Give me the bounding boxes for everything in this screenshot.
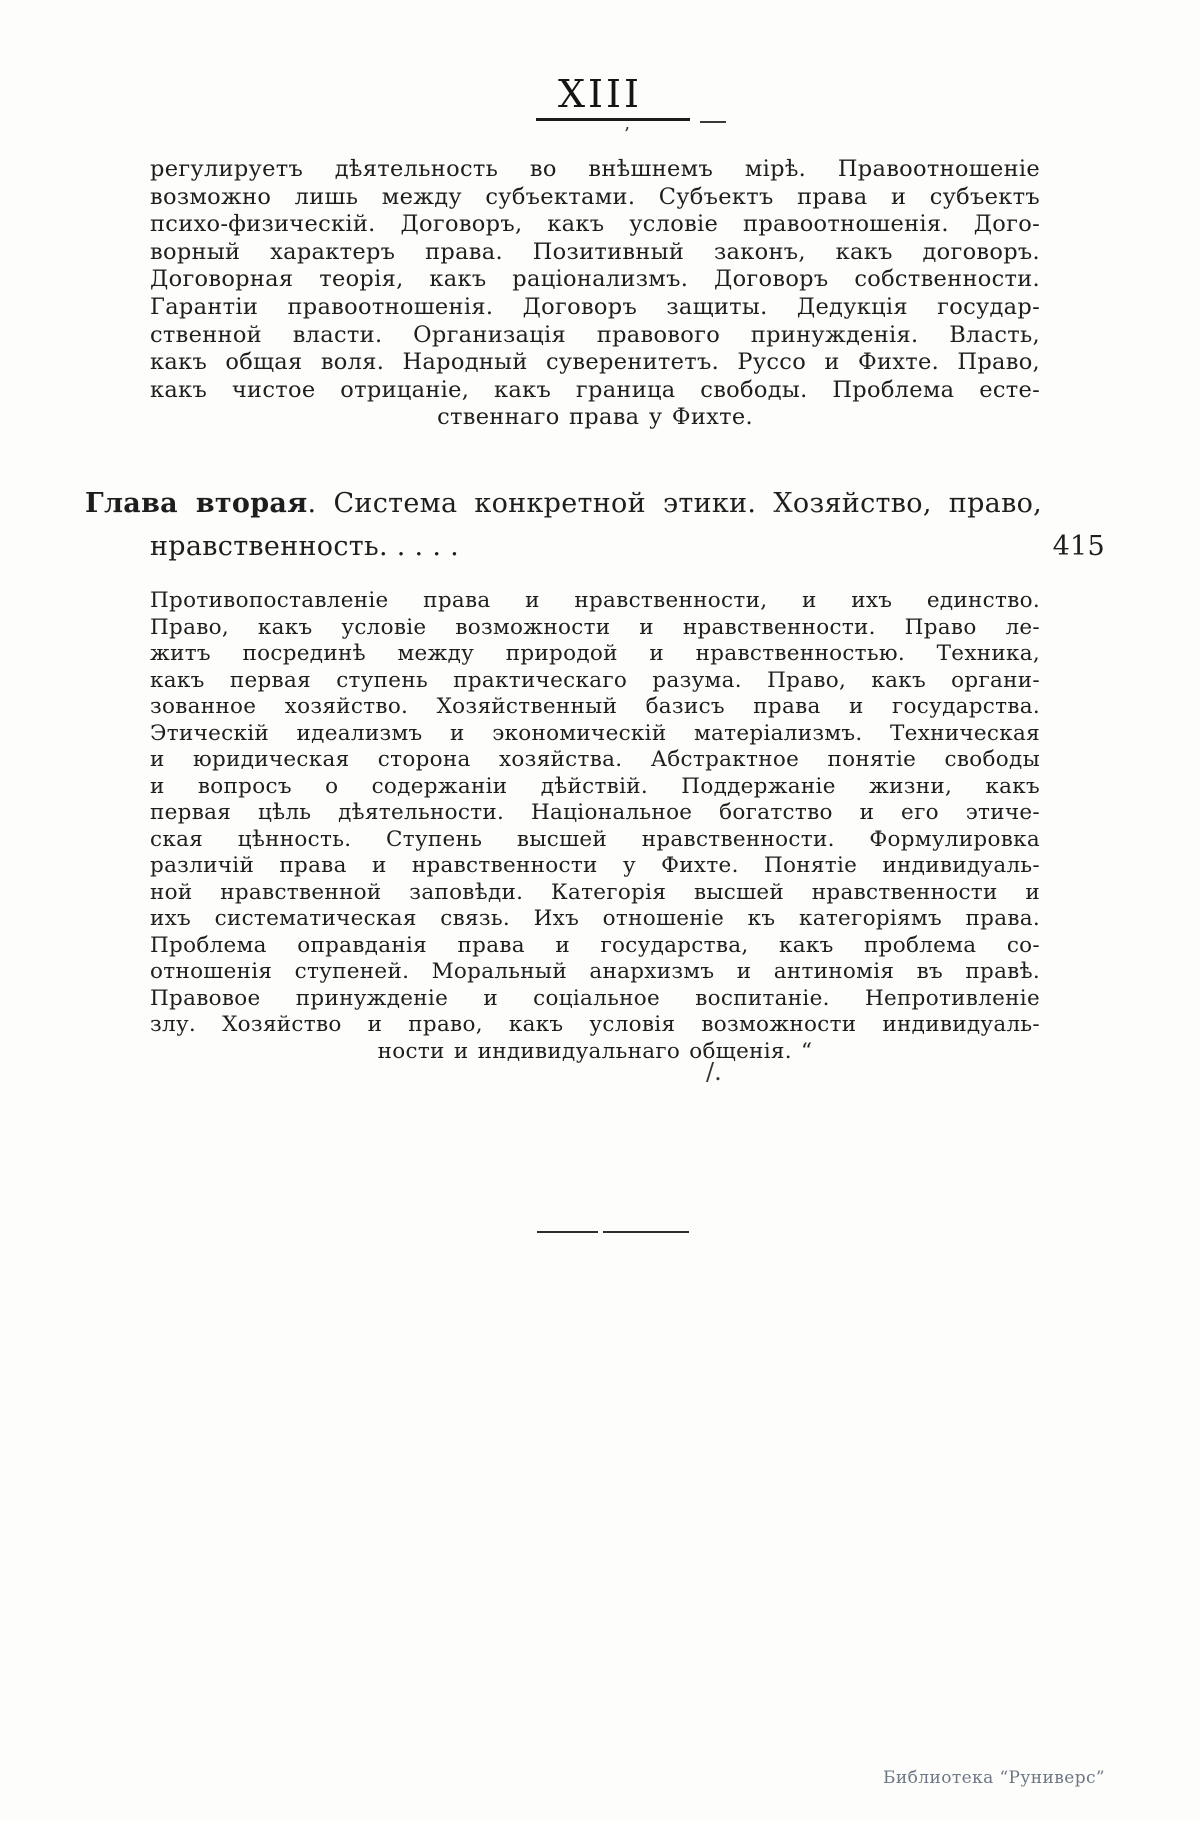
text-line: Противопоставленіе права и нравственности, и ихъ единство. (150, 588, 1040, 613)
text-line: Договорная теорія, какъ раціонализмъ. Договоръ собственности. (150, 266, 1040, 293)
text-line: какъ чистое отрицаніе, какъ граница свободы. Проблема есте- (150, 376, 1040, 403)
toc-description-last-line: ности и индивидуальнаго общенія. “ (377, 1038, 813, 1064)
text-line: Гарантіи правоотношенія. Договоръ защиты. Дедукція государ- (150, 293, 1040, 320)
text-line: Этическій идеализмъ и экономическій матеріализмъ. Техническая (150, 720, 1040, 746)
text-line: какъ первая ступень практическаго разума. Право, какъ органи- (150, 667, 1040, 693)
text-line: психо-физическій. Договоръ, какъ условіе правоотношенія. Дого- (150, 211, 1040, 238)
toc-description-lines (150, 156, 1040, 404)
text-line: ихъ систематическая связь. Ихъ отношеніе къ категоріямъ права. (150, 906, 1040, 931)
text-line: и юридическая сторона хозяйства. Абстрактное понятіе свободы (150, 747, 1040, 772)
section-divider-gap (598, 1230, 603, 1234)
chapter-title-continuation: нравственность. . . . . (150, 531, 459, 562)
header-rule (536, 118, 690, 121)
scan-artifact-slash: /. (706, 1058, 722, 1086)
chapter-page-number: 415 (1052, 531, 1105, 562)
toc-chapter1-description (150, 156, 1040, 432)
text-line: Правовое принужденіе и соціальное воспитаніе. Непротивленіе (150, 985, 1040, 1011)
text-line: различій права и нравственности у Фихте. Понятіе индивидуаль- (150, 853, 1040, 878)
scan-artifact-tick: ’ (624, 124, 630, 145)
toc-description-lines (150, 588, 1040, 1039)
toc-chapter2-title-line2 (85, 525, 1105, 568)
text-line: первая цѣль дѣятельности. Національное богатство и его этиче- (150, 800, 1040, 825)
text-line: ственной власти. Организація правового принужденія. Власть, (150, 321, 1040, 348)
text-line: ворный характеръ права. Позитивный законъ, какъ договоръ. (150, 238, 1040, 265)
text-line: ская цѣнность. Ступень высшей нравственности. Формулировка (150, 826, 1040, 852)
toc-chapter2-description (150, 588, 1040, 1065)
text-line: отношенія ступеней. Моральный анархизмъ и антиномія въ правѣ. (150, 959, 1040, 984)
text-line: зованное хозяйство. Хозяйственный базисъ права и государства. (150, 694, 1040, 719)
chapter-title-rest: . Система конкретной этики. Хозяйство, право, (307, 488, 1043, 519)
library-watermark: Библиотека “Руниверс” (883, 1768, 1105, 1788)
text-line: Проблема оправданія права и государства, какъ проблема со- (150, 932, 1040, 958)
text-line: житъ посрединѣ между природой и нравственностью. Техника, (150, 641, 1040, 666)
chapter-label: Глава вторая (85, 488, 308, 519)
page-number-roman: XIII (557, 72, 643, 116)
toc-description-last-line: ственнаго права у Фихте. (437, 404, 753, 431)
text-line: ной нравственной заповѣди. Категорія высшей нравственности и (150, 879, 1040, 905)
text-line: возможно лишь между субъектами. Субъектъ права и субъектъ (150, 183, 1040, 210)
header-rule-dash (700, 121, 726, 123)
toc-chapter2-entry (85, 482, 1105, 568)
text-line: регулируетъ дѣятельность во внѣшнемъ мірѣ. Правоотношеніе (150, 156, 1040, 182)
text-line: Право, какъ условіе возможности и нравственности. Право ле- (150, 614, 1040, 640)
text-line: какъ общая воля. Народный суверенитетъ. Руссо и Фихте. Право, (150, 349, 1040, 376)
section-divider-rule (537, 1231, 689, 1233)
text-line: злу. Хозяйство и право, какъ условія возможности индивидуаль- (150, 1012, 1040, 1037)
text-line: и вопросъ о содержаніи дѣйствій. Поддержаніе жизни, какъ (150, 773, 1040, 799)
toc-chapter2-title-line1 (85, 482, 1042, 525)
